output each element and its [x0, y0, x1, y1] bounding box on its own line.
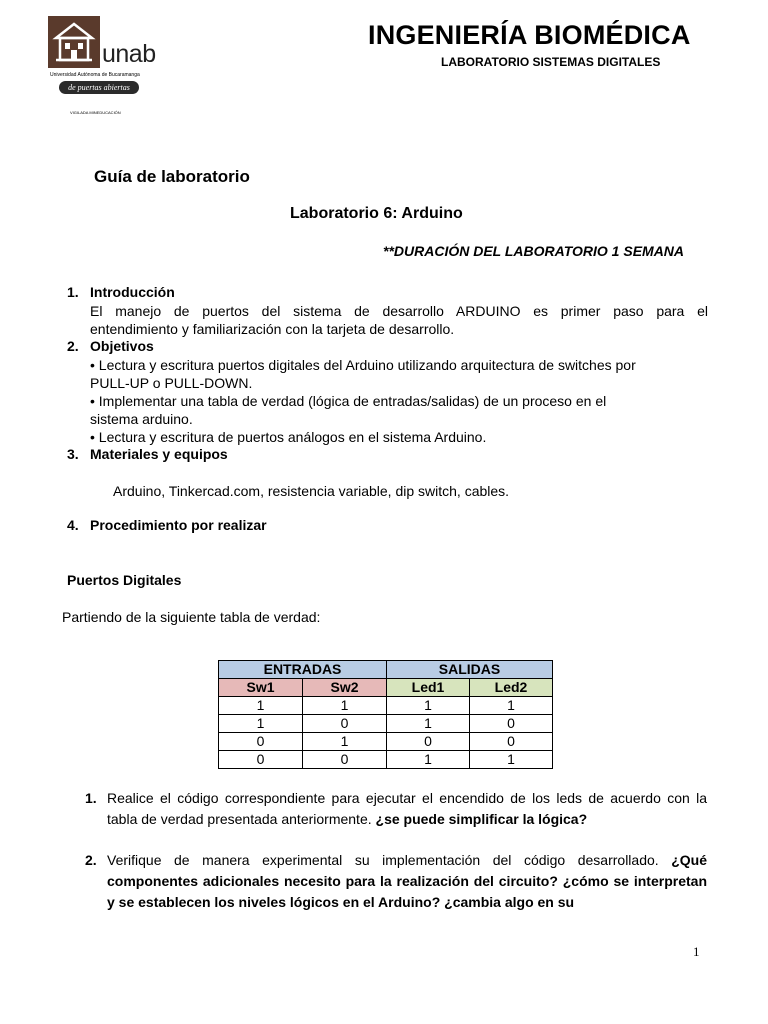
section-title: Introducción: [90, 284, 175, 300]
header-sw1: Sw1: [219, 679, 303, 697]
question-bold: ¿se puede simplificar la lógica?: [375, 811, 588, 827]
table-row: [219, 733, 553, 751]
table-cell: 1: [470, 751, 553, 769]
question-text: [107, 788, 707, 830]
header-title: INGENIERÍA BIOMÉDICA: [368, 20, 691, 50]
group-outputs: SALIDAS: [387, 661, 553, 679]
section-title: Materiales y equipos: [90, 446, 228, 462]
header-subtitle: LABORATORIO SISTEMAS DIGITALES: [441, 55, 661, 69]
unab-logo: [46, 14, 154, 118]
truth-table: [218, 660, 553, 769]
table-cell: 1: [470, 697, 553, 715]
university-building-icon: [48, 16, 100, 68]
lab-title: Laboratorio 6: Arduino: [290, 205, 463, 222]
table-cell: 1: [387, 751, 470, 769]
header-sw2: Sw2: [303, 679, 387, 697]
intro-text-line: El manejo de puertos del sistema de desarrollo ARDUINO es primer paso para el: [90, 303, 708, 319]
objective-line: PULL-UP o PULL-DOWN.: [90, 375, 253, 391]
header-led1: Led1: [387, 679, 470, 697]
logo-slogan-badge: [59, 81, 139, 94]
truth-table-intro: Partiendo de la siguiente tabla de verdad:: [62, 609, 321, 625]
table-cell: 1: [387, 715, 470, 733]
digital-ports-heading: Puertos Digitales: [67, 572, 182, 588]
section-number: 2.: [67, 338, 79, 354]
section-number: 3.: [67, 446, 79, 462]
table-cell: 0: [470, 715, 553, 733]
table-cell: 1: [303, 697, 387, 715]
question-text: [107, 850, 707, 913]
table-cell: 1: [387, 697, 470, 715]
question-bold: ¿Qué componentes adicionales necesito para la realización del circuito? ¿cómo se interpretan y se establecen los niveles lógicos en el Arduino? ¿cambia algo en su: [107, 852, 707, 910]
objective-line: • Lectura y escritura puertos digitales del Arduino utilizando arquitectura de switches por: [90, 357, 636, 373]
logo-vigilada: VIGILADA MINEDUCACIÓN: [70, 110, 121, 115]
table-cell: 0: [303, 715, 387, 733]
question-body: Realice el código correspondiente para ejecutar el encendido de los leds de acuerdo con la tabla de verdad presentada anteriormente.: [107, 790, 707, 827]
table-cell: 0: [219, 751, 303, 769]
table-cell: 1: [303, 733, 387, 751]
question-number: 1.: [85, 790, 97, 806]
section-number: 1.: [67, 284, 79, 300]
objective-line: • Implementar una tabla de verdad (lógica de entradas/salidas) de un proceso en el: [90, 393, 607, 409]
guide-title: Guía de laboratorio: [94, 167, 250, 186]
duration-note: **DURACIÓN DEL LABORATORIO 1 SEMANA: [383, 243, 685, 259]
table-row: [219, 715, 553, 733]
section-title: Objetivos: [90, 338, 154, 354]
question-number: 2.: [85, 852, 97, 868]
table-row: [219, 697, 553, 715]
objective-line: sistema arduino.: [90, 411, 193, 427]
page-number: 1: [693, 944, 700, 959]
table-group-row: [219, 661, 553, 679]
table-cell: 1: [219, 697, 303, 715]
objective-line: • Lectura y escritura de puertos análogos en el sistema Arduino.: [90, 429, 487, 445]
table-cell: 0: [219, 733, 303, 751]
table-header-row: [219, 679, 553, 697]
group-inputs: ENTRADAS: [219, 661, 387, 679]
table-cell: 1: [219, 715, 303, 733]
section-number: 4.: [67, 517, 79, 533]
logo-wordmark: unab: [102, 40, 156, 68]
table-cell: 0: [470, 733, 553, 751]
logo-slogan: de puertas abiertas: [68, 83, 130, 92]
table-row: [219, 751, 553, 769]
question-body: Verifique de manera experimental su implementación del código desarrollado.: [107, 852, 659, 868]
materials-list: Arduino, Tinkercad.com, resistencia variable, dip switch, cables.: [113, 483, 510, 499]
intro-text-line: entendimiento y familiarización con la tarjeta de desarrollo.: [90, 321, 455, 337]
section-title: Procedimiento por realizar: [90, 517, 267, 533]
table-cell: 0: [387, 733, 470, 751]
header-led2: Led2: [470, 679, 553, 697]
table-cell: 0: [303, 751, 387, 769]
logo-university-name: Universidad Autónoma de Bucaramanga: [50, 72, 140, 78]
